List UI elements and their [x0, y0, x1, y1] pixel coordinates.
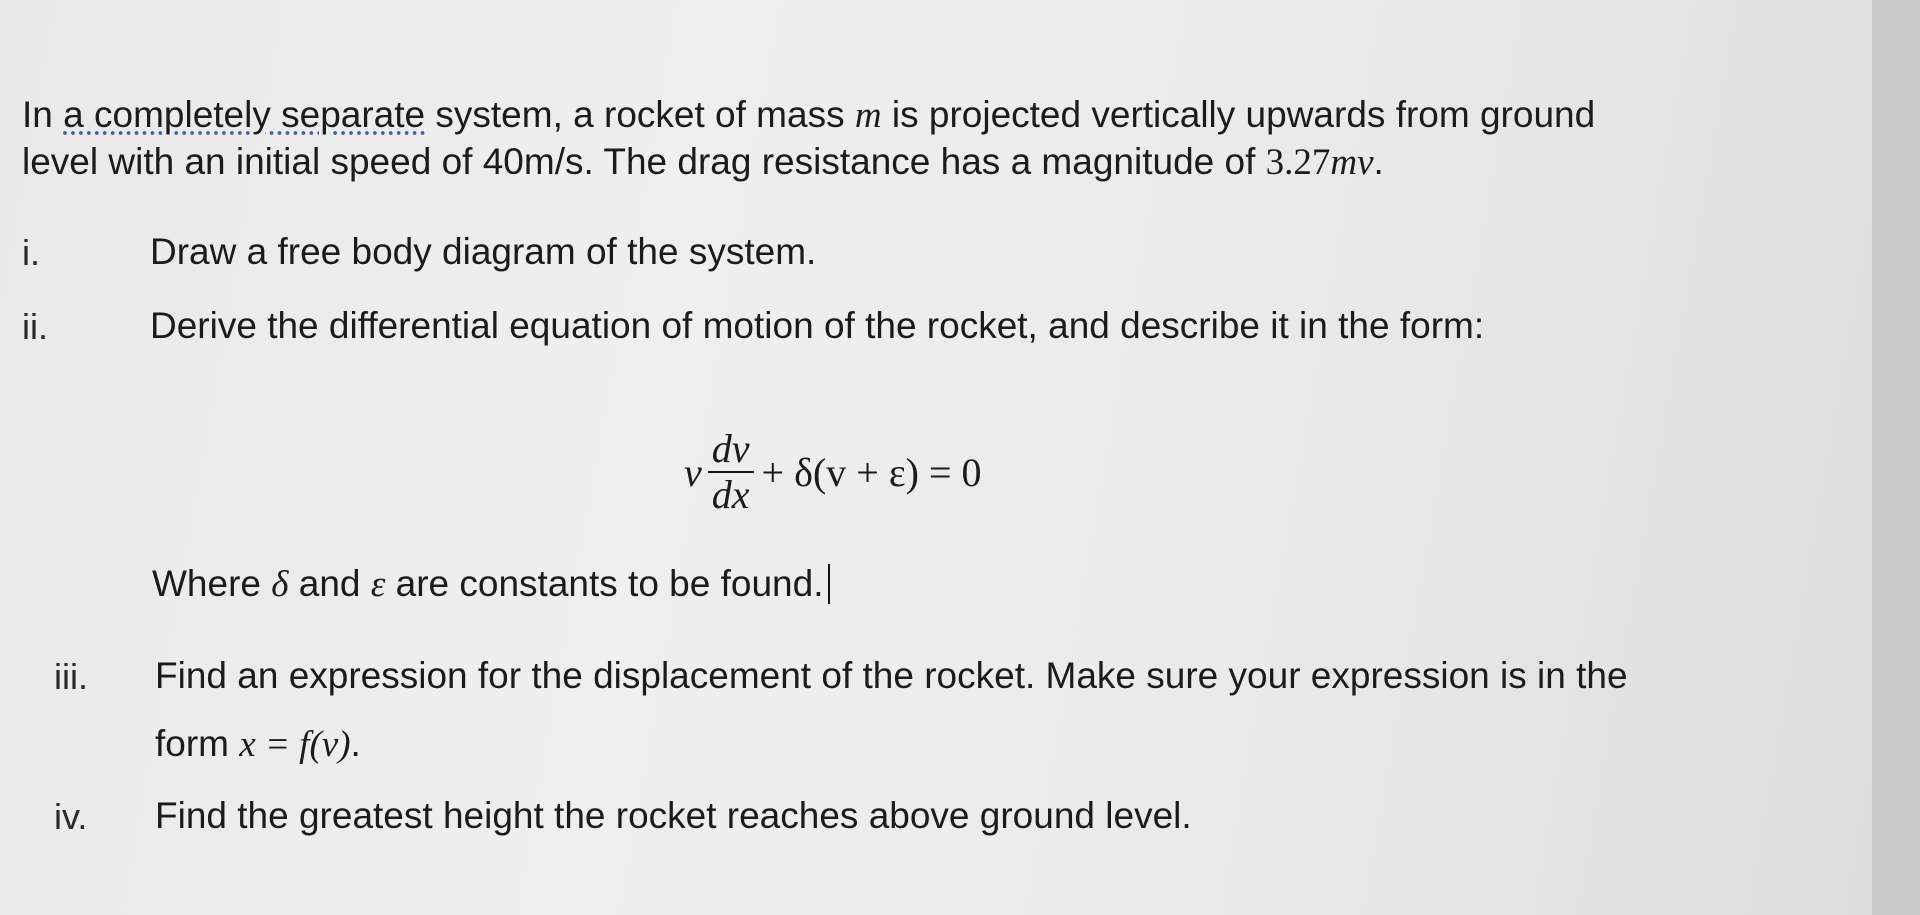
drag-symbol: mv [1330, 142, 1374, 183]
intro-text: system, a rocket of mass [425, 94, 855, 135]
problem-intro [22, 92, 1802, 186]
underlined-phrase: a completely separate [63, 94, 426, 135]
form-expression: x = f(v) [239, 724, 351, 765]
delta-symbol: δ [271, 564, 289, 605]
intro-text: is projected vertically upwards from ground [881, 94, 1596, 135]
question-number-ii: ii. [22, 306, 48, 347]
where-text: are constants to be found. [385, 563, 824, 604]
fraction-denominator: dx [711, 472, 750, 517]
intro-text: level with an initial speed of 40m/s. The drag resistance has a magnitude of [22, 141, 1266, 182]
question-number-iii: iii. [54, 656, 88, 697]
text-cursor [828, 564, 830, 604]
intro-text: In [22, 94, 64, 135]
where-text: Where [152, 563, 272, 604]
epsilon-symbol: ε [370, 564, 386, 605]
mass-symbol: m [854, 95, 882, 136]
intro-line-1 [22, 92, 1802, 139]
drag-coefficient: 3.27 [1265, 142, 1331, 183]
intro-text: . [1373, 141, 1384, 182]
where-text: and [288, 563, 371, 604]
form-period: . [350, 723, 361, 764]
question-text-ii: Derive the differential equation of motion of the rocket, and describe it in the form: [150, 305, 1485, 346]
where-line [152, 562, 830, 607]
equation-rest: + δ(v + ε) = 0 [761, 449, 982, 495]
equation-fraction [708, 427, 754, 517]
background-edge [1872, 0, 1920, 915]
equation-v: v [684, 449, 702, 495]
question-number-i: i. [22, 232, 40, 273]
question-text-iii-form [155, 722, 361, 767]
fraction-numerator: dv [711, 426, 750, 471]
question-number-iv: iv. [54, 796, 88, 837]
question-text-iii: Find an expression for the displacement of the rocket. Make sure your expression is in the [155, 655, 1628, 696]
question-text-iv: Find the greatest height the rocket reaches above ground level. [155, 795, 1192, 836]
differential-equation [684, 412, 982, 532]
question-text-i: Draw a free body diagram of the system. [150, 231, 817, 272]
form-label: form [155, 723, 240, 764]
intro-line-2 [22, 139, 1802, 186]
